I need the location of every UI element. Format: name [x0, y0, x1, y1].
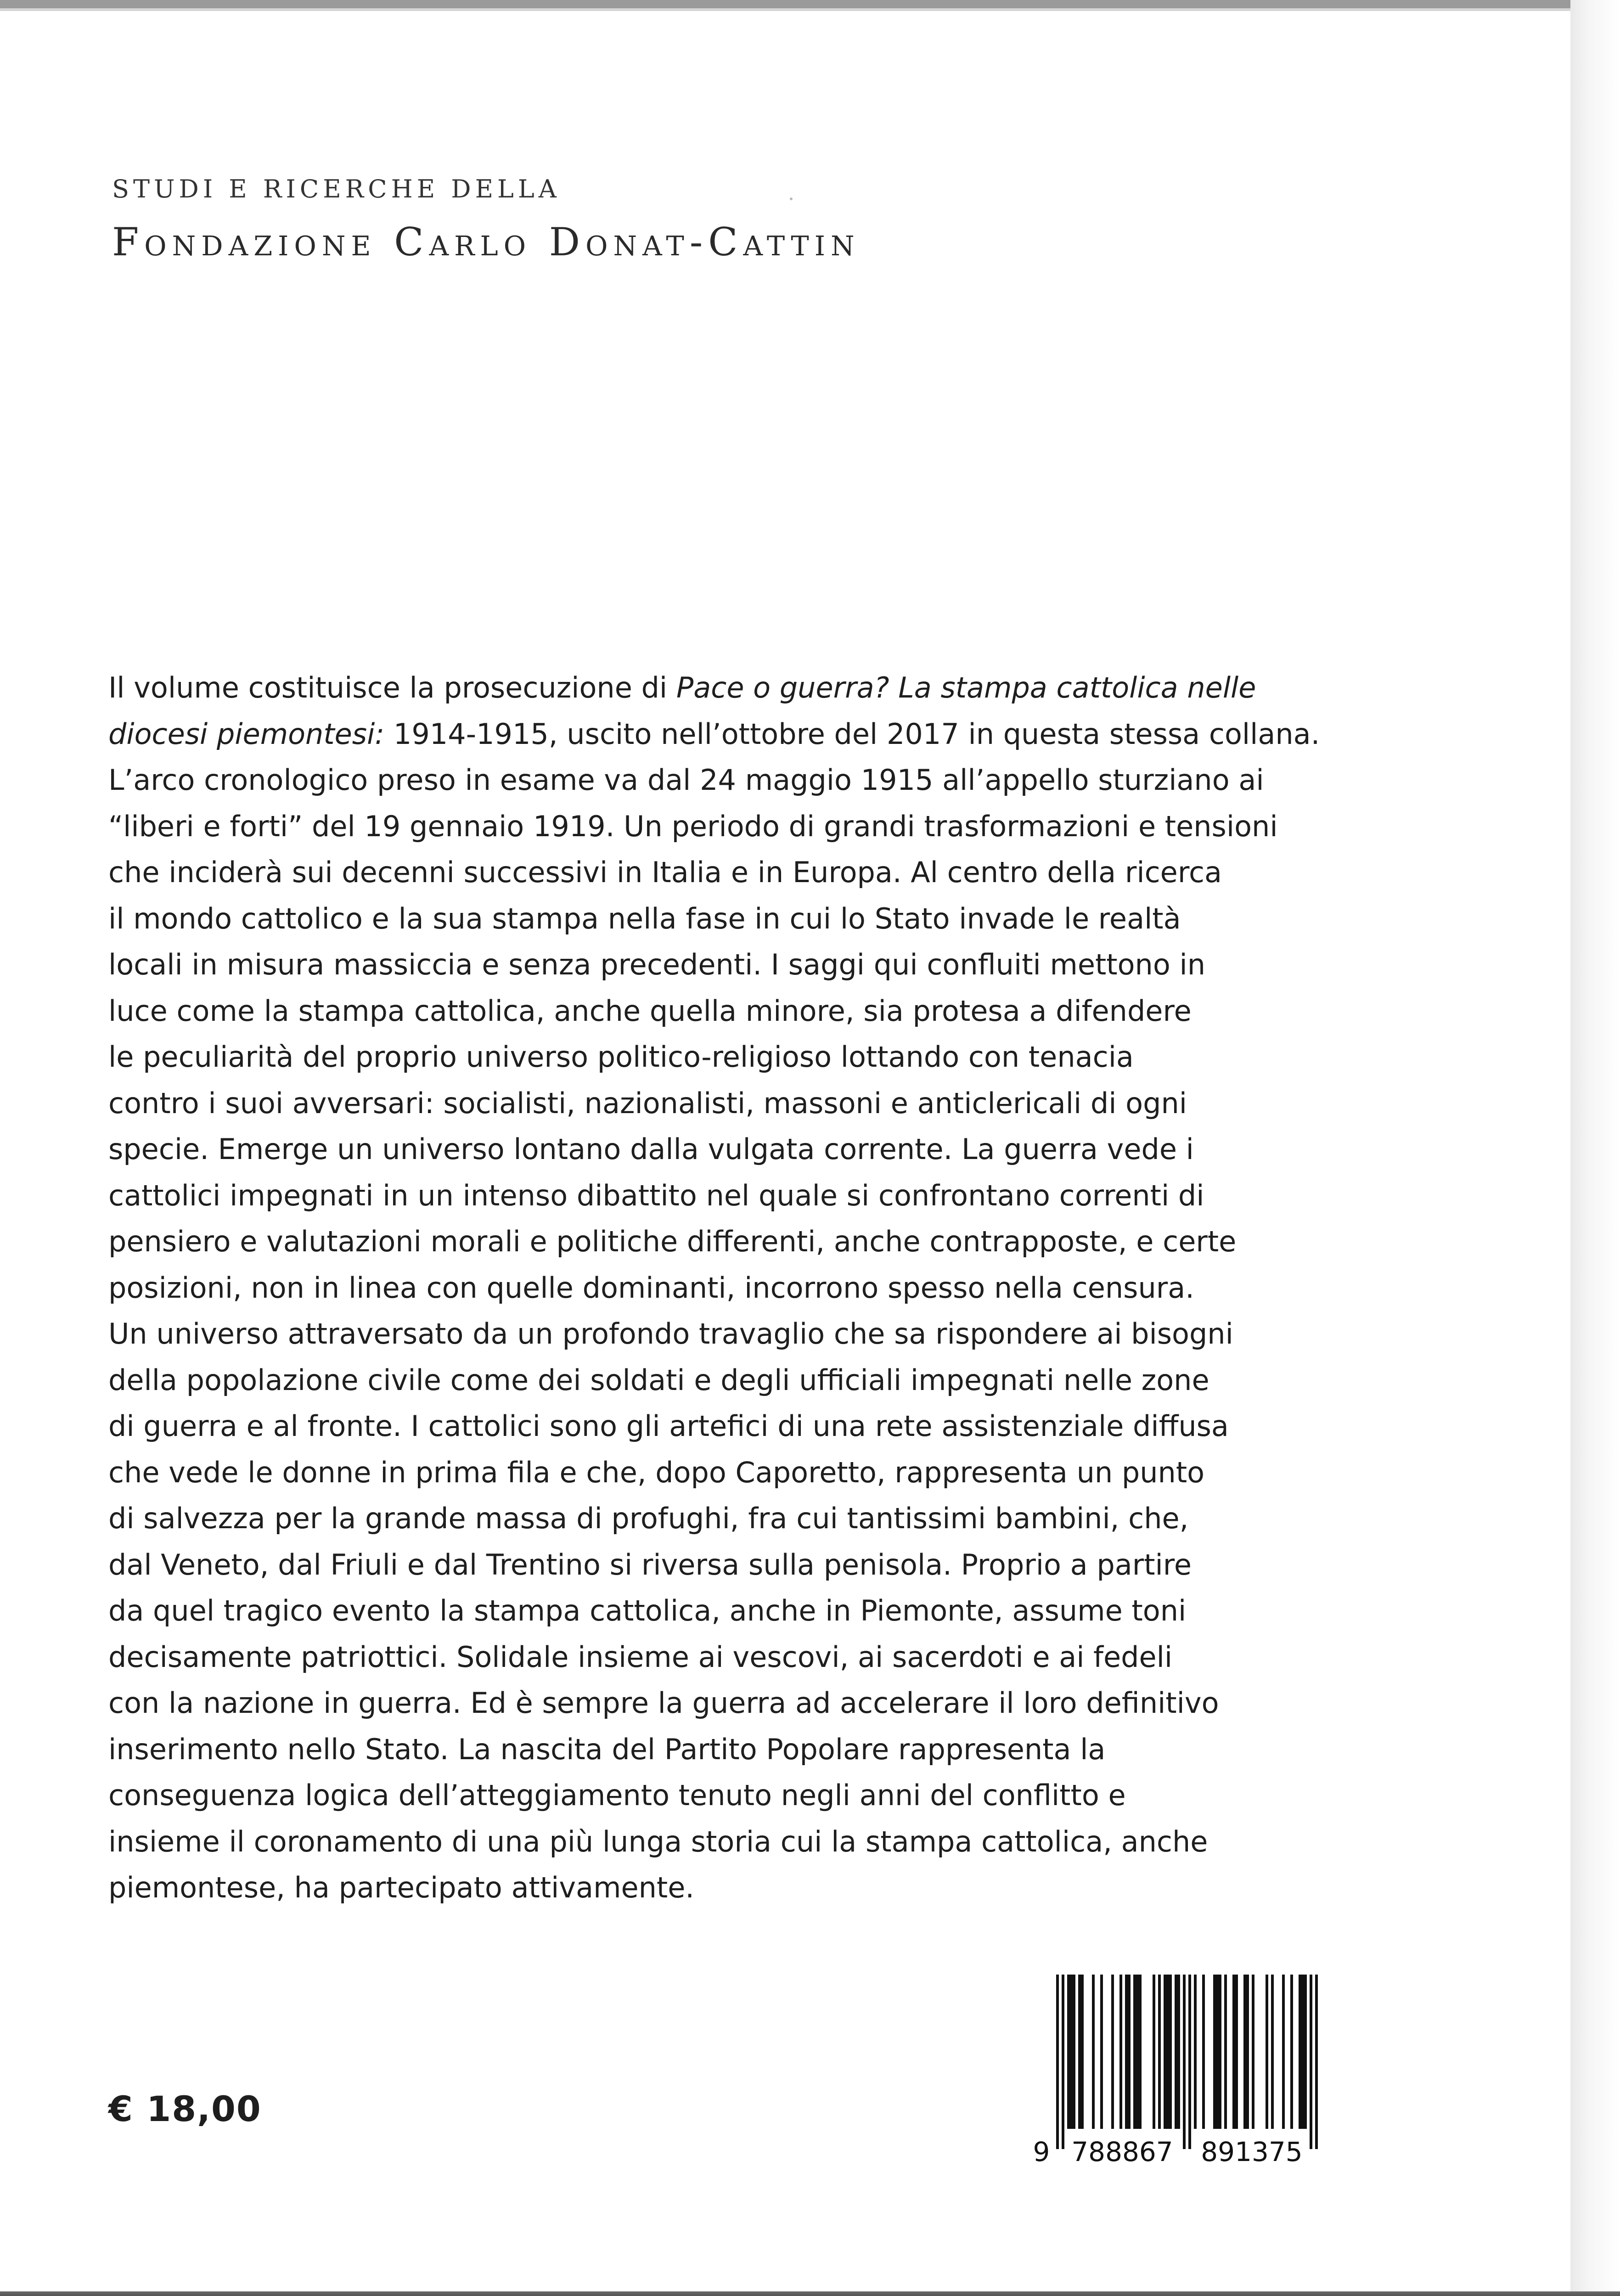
barcode-bar [1232, 1975, 1235, 2129]
barcode-bar [1282, 1975, 1285, 2129]
blurb-line [108, 1311, 1311, 1357]
blurb-segment: con la nazione in guerra. Ed è sempre la guerra ad accelerare il loro definitivo [108, 1686, 1219, 1720]
blurb-segment: di salvezza per la grande massa di profughi, fra cui tantissimi bambini, che, [108, 1502, 1189, 1535]
barcode-bar [1073, 1975, 1075, 2129]
blurb-line [108, 1173, 1311, 1219]
blurb-segment: Un universo attraversato da un profondo travaglio che sa rispondere ai bisogni [108, 1317, 1233, 1351]
barcode-first-digit: 9 [1033, 2136, 1050, 2167]
blurb-line [108, 1450, 1311, 1496]
barcode-bar [1078, 1975, 1081, 2129]
barcode-digits-right: 891375 [1201, 2136, 1303, 2167]
price-label: € 18,00 [108, 2088, 262, 2129]
blurb-segment: pensiero e valutazioni morali e politiche differenti, anche contrapposte, e certe [108, 1225, 1237, 1258]
blurb-line [108, 1034, 1311, 1080]
blurb-segment: che vede le donne in prima fila e che, dopo Caporetto, rappresenta un punto [108, 1455, 1205, 1489]
barcode-bar [1271, 1975, 1274, 2129]
blurb-line [108, 665, 1311, 711]
scan-right-edge [1570, 0, 1620, 2296]
barcode-graphic [1023, 1968, 1341, 2170]
blurb-segment: cattolici impegnati in un intenso dibattito nel quale si confrontano correnti di [108, 1178, 1204, 1212]
barcode-bar [1301, 1975, 1304, 2129]
barcode-bar [1219, 1975, 1221, 2129]
barcode-bar [1062, 1975, 1064, 2149]
blurb-segment: posizioni, non in linea con quelle dominanti, incorrono spesso nella censura. [108, 1271, 1194, 1305]
scan-top-edge [0, 0, 1620, 8]
barcode-bar [1252, 1975, 1254, 2129]
barcode-bar [1067, 1975, 1070, 2129]
blurb-line [108, 850, 1311, 896]
blurb-italic-segment: diocesi piemontesi: [108, 717, 385, 751]
blurb-line [108, 1727, 1311, 1773]
blurb-segment: il mondo cattolico e la sua stampa nella fase in cui lo Stato invade le realtà [108, 901, 1181, 935]
blurb-segment: decisamente patriottici. Solidale insieme ai vescovi, ai sacerdoti e ai fedeli [108, 1640, 1173, 1674]
scan-speck [790, 197, 793, 200]
barcode-bar [1119, 1975, 1122, 2129]
barcode-bar [1175, 1975, 1177, 2129]
barcode-bar [1183, 1975, 1186, 2149]
blurb-line [108, 988, 1311, 1035]
blurb-line [108, 1634, 1311, 1681]
blurb-line [108, 757, 1311, 804]
blurb-line [108, 1865, 1311, 1911]
barcode-bar [1290, 1975, 1293, 2129]
blurb-line [108, 1126, 1311, 1173]
blurb-segment: conseguenza logica dell’atteggiamento tenuto negli anni del conflitto e [108, 1778, 1126, 1812]
blurb-line [108, 1357, 1311, 1404]
barcode-bar [1092, 1975, 1095, 2129]
barcode-bar [1188, 1975, 1191, 2149]
blurb-line [108, 1542, 1311, 1588]
blurb-segment: contro i suoi avversari: socialisti, nazionalisti, massoni e anticlericali di ogni [108, 1086, 1187, 1120]
barcode-bar [1177, 1975, 1180, 2129]
barcode-bar [1111, 1975, 1114, 2129]
blurb-segment: locali in misura massiccia e senza precedenti. I saggi qui confluiti mettono in [108, 948, 1205, 981]
barcode-bar [1081, 1975, 1084, 2129]
barcode-bar [1070, 1975, 1073, 2129]
blurb-segment: le peculiarità del proprio universo politico-religioso lottando con tenacia [108, 1040, 1134, 1074]
blurb-line [108, 1265, 1311, 1311]
barcode-bar [1133, 1975, 1136, 2129]
barcode-bar [1315, 1975, 1318, 2149]
barcode-bar [1158, 1975, 1161, 2129]
barcode-bar [1224, 1975, 1227, 2129]
blurb-segment: piemontese, ha partecipato attivamente. [108, 1871, 695, 1904]
blurb-segment: insieme il coronamento di una più lunga storia cui la stampa cattolica, anche [108, 1824, 1208, 1858]
barcode-bar [1100, 1975, 1103, 2129]
isbn-barcode [1023, 1968, 1341, 2170]
barcode-bar [1202, 1975, 1205, 2129]
blurb-segment: specie. Emerge un universo lontano dalla vulgata corrente. La guerra vede i [108, 1132, 1194, 1166]
blurb-line [108, 1080, 1311, 1127]
barcode-bar [1169, 1975, 1172, 2129]
blurb-line [108, 711, 1320, 758]
blurb-segment: “liberi e forti” del 19 gennaio 1919. Un periodo di grandi trasformazioni e tensioni [108, 809, 1278, 843]
blurb-line [108, 1773, 1311, 1819]
barcode-bar [1246, 1975, 1249, 2129]
barcode-bar [1299, 1975, 1301, 2129]
blurb-line [108, 804, 1311, 850]
barcode-bar [1216, 1975, 1219, 2129]
blurb-line [108, 896, 1311, 942]
blurb-segment: 1914-1915, uscito nell’ottobre del 2017 in questa stessa collana. [384, 717, 1320, 751]
barcode-bar [1213, 1975, 1216, 2129]
barcode-bar [1304, 1975, 1307, 2129]
barcode-bar [1153, 1975, 1155, 2129]
blurb-segment: L’arco cronologico preso in esame va dal 24 maggio 1915 all’appello sturziano ai [108, 763, 1264, 797]
barcode-bar [1310, 1975, 1312, 2149]
barcode-bar [1266, 1975, 1268, 2129]
barcode-bar [1166, 1975, 1169, 2129]
blurb-line [108, 1588, 1311, 1634]
blurb-line [108, 1819, 1311, 1865]
barcode-digits-left: 788867 [1071, 2136, 1173, 2167]
foundation-name: Fondazione Carlo Donat-Cattin [112, 219, 860, 264]
blurb-italic-segment: Pace o guerra? La stampa cattolica nelle [676, 671, 1256, 704]
blurb-line [108, 942, 1311, 988]
barcode-bar [1139, 1975, 1142, 2129]
blurb-segment: luce come la stampa cattolica, anche quella minore, sia protesa a difendere [108, 994, 1192, 1028]
blurb-segment: Il volume costituisce la prosecuzione di [108, 671, 676, 704]
blurb-segment: della popolazione civile come dei soldati e degli ufficiali impegnati nelle zone [108, 1363, 1209, 1397]
blurb-line [108, 1403, 1311, 1450]
blurb-segment: da quel tragico evento la stampa cattolica, anche in Piemonte, assume toni [108, 1594, 1187, 1627]
scan-top-edge-shadow [0, 8, 1620, 11]
blurb-segment: di guerra e al fronte. I cattolici sono gli artefici di una rete assistenziale diffusa [108, 1409, 1229, 1443]
blurb-line [108, 1680, 1311, 1727]
blurb-segment: dal Veneto, dal Friuli e dal Trentino si riversa sulla penisola. Proprio a partire [108, 1548, 1192, 1581]
series-title: STUDI E RICERCHE DELLA [112, 174, 561, 203]
blurb-line [108, 1496, 1311, 1542]
blurb-segment: inserimento nello Stato. La nascita del Partito Popolare rappresenta la [108, 1732, 1106, 1766]
barcode-bar [1056, 1975, 1059, 2149]
blurb-line [108, 1219, 1311, 1265]
blurb-segment: che inciderà sui decenni successivi in Italia e in Europa. Al centro della ricerca [108, 855, 1222, 889]
barcode-bar [1194, 1975, 1197, 2129]
barcode-bar [1128, 1975, 1131, 2129]
barcode-bar [1136, 1975, 1139, 2129]
barcode-bar [1235, 1975, 1238, 2129]
barcode-bar [1164, 1975, 1166, 2129]
barcode-bar [1125, 1975, 1128, 2129]
scan-bottom-edge [0, 2291, 1620, 2296]
barcode-bar [1243, 1975, 1246, 2129]
back-cover-blurb [108, 665, 1320, 1911]
